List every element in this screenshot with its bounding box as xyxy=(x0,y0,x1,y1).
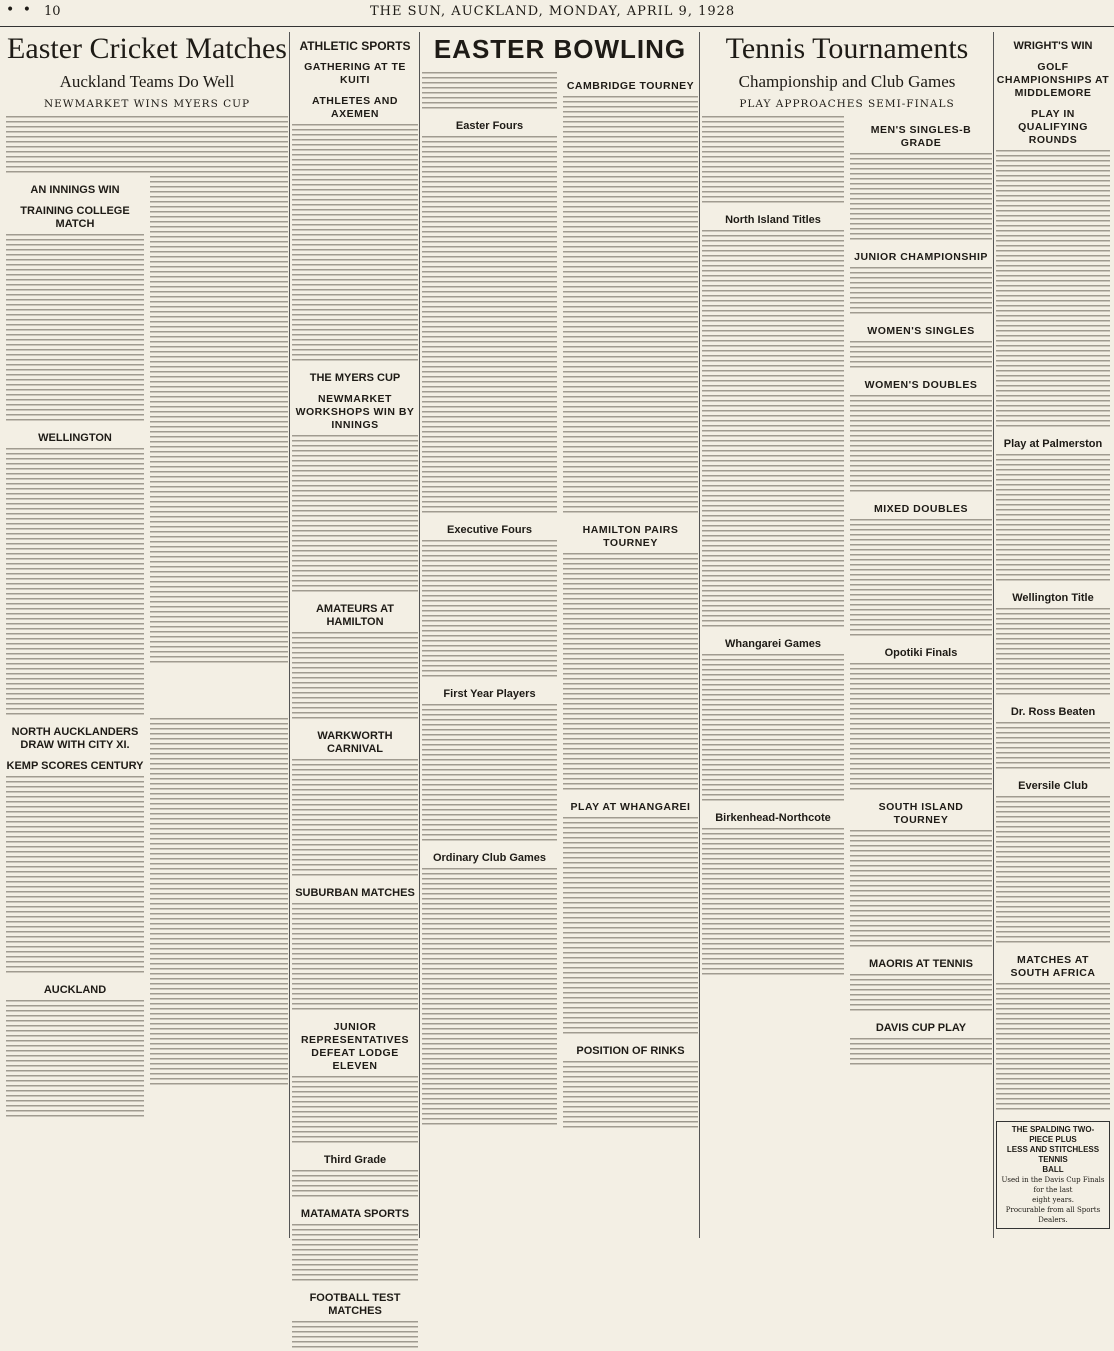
results-text xyxy=(563,553,698,793)
results-text xyxy=(422,540,557,680)
body-text xyxy=(292,1321,418,1351)
body-text xyxy=(292,632,418,722)
results-text xyxy=(996,150,1110,430)
body-text xyxy=(6,234,144,424)
ad-line: LESS AND STITCHLESS TENNIS xyxy=(1006,1145,1100,1164)
page-number: 10 xyxy=(44,4,61,19)
results-text xyxy=(422,704,557,844)
scoreboard-text xyxy=(6,1000,144,1120)
section-heading: First Year Players xyxy=(443,688,536,700)
scoreboard-text xyxy=(6,568,144,718)
results-text xyxy=(850,1038,992,1068)
body-text xyxy=(6,776,144,976)
section-heading: FOOTBALL TEST MATCHES xyxy=(309,1292,401,1317)
ad-line: BALL xyxy=(1042,1165,1064,1174)
tennis-column xyxy=(702,32,992,1238)
section-heading: WOMEN'S SINGLES xyxy=(867,325,975,337)
results-text xyxy=(702,430,844,630)
section-heading: Wellington Title xyxy=(1012,592,1094,604)
column-rule xyxy=(993,32,994,1238)
section-heading: DAVIS CUP PLAY xyxy=(875,1022,967,1034)
section-heading: WOMEN'S DOUBLES xyxy=(864,379,978,391)
results-text xyxy=(702,654,844,804)
results-text xyxy=(850,341,992,371)
section-heading: SOUTH ISLAND TOURNEY xyxy=(878,801,964,826)
cricket-strap: NEWMARKET WINS MYERS CUP xyxy=(43,98,251,110)
section-heading: HAMILTON PAIRS TOURNEY xyxy=(582,524,679,549)
golf-column xyxy=(996,32,1110,1238)
cricket-column xyxy=(6,32,288,1238)
results-text xyxy=(996,983,1110,1113)
section-heading: POSITION OF RINKS xyxy=(576,1045,685,1057)
results-text xyxy=(850,267,992,317)
section-heading: AN INNINGS WIN xyxy=(30,184,120,196)
spalding-advertisement xyxy=(996,1121,1110,1229)
section-heading: MATAMATA SPORTS xyxy=(300,1208,410,1220)
ad-line: eight years. xyxy=(1032,1196,1074,1204)
body-text xyxy=(292,1170,418,1200)
results-text xyxy=(850,830,992,950)
section-heading: ATHLETES AND AXEMEN xyxy=(312,95,398,120)
section-heading: THE MYERS CUP xyxy=(309,372,401,384)
results-text xyxy=(563,1061,698,1131)
section-heading: Opotiki Finals xyxy=(884,647,958,659)
tennis-subhead: Championship and Club Games xyxy=(738,72,956,91)
results-text xyxy=(850,663,992,793)
column-rule xyxy=(419,32,420,1238)
section-heading: North Island Titles xyxy=(725,214,821,226)
section-heading: Executive Fours xyxy=(447,524,532,536)
section-heading: Ordinary Club Games xyxy=(432,852,547,864)
section-heading: WELLINGTON xyxy=(38,432,112,444)
section-heading: Birkenhead-Northcote xyxy=(715,812,831,824)
section-heading: NORTH AUCKLANDERS DRAW WITH CITY XI. xyxy=(11,726,139,751)
body-text xyxy=(702,116,844,206)
body-text xyxy=(292,124,418,364)
results-text xyxy=(563,96,698,516)
masthead xyxy=(0,0,1114,27)
scoreboard-text xyxy=(150,718,288,878)
section-heading: MEN'S SINGLES-B GRADE xyxy=(870,124,972,149)
body-text xyxy=(292,435,418,595)
scoreboard-text xyxy=(150,878,288,1088)
results-text xyxy=(422,868,557,1128)
cricket-subhead: Auckland Teams Do Well xyxy=(59,72,235,91)
section-heading: MATCHES AT SOUTH AFRICA xyxy=(1010,954,1096,979)
results-text xyxy=(996,608,1110,698)
results-text xyxy=(702,230,844,430)
section-heading: TRAINING COLLEGE MATCH xyxy=(20,205,130,230)
body-text xyxy=(6,116,288,176)
section-heading: JUNIOR CHAMPIONSHIP xyxy=(854,251,988,263)
section-heading: MIXED DOUBLES xyxy=(873,503,968,515)
section-heading: GOLF CHAMPIONSHIPS AT MIDDLEMORE xyxy=(996,61,1110,99)
ad-line: Procurable from all Sports Dealers. xyxy=(1005,1206,1101,1224)
section-heading: GATHERING AT TE KUITI xyxy=(304,61,406,86)
section-heading: Easter Fours xyxy=(455,120,524,132)
body-text xyxy=(422,72,557,112)
sports-column xyxy=(292,32,418,1317)
section-heading: Dr. Ross Beaten xyxy=(1010,706,1096,718)
section-heading: WRIGHT'S WIN xyxy=(1013,40,1093,52)
section-heading: PLAY IN QUALIFYING ROUNDS xyxy=(1018,108,1088,146)
section-heading: SUBURBAN MATCHES xyxy=(295,887,415,899)
section-heading: JUNIOR REPRESENTATIVES DEFEAT LODGE ELEVEN xyxy=(300,1021,410,1072)
section-heading: Eversile Club xyxy=(1018,780,1088,792)
section-heading: Whangarei Games xyxy=(725,638,821,650)
bowling-column xyxy=(422,32,698,1238)
results-text xyxy=(422,136,557,516)
results-text xyxy=(563,817,698,1037)
bowling-headline: EASTER BOWLING xyxy=(433,34,687,64)
column-rule xyxy=(289,32,290,1238)
section-heading: Play at Palmerston xyxy=(1003,438,1103,450)
results-text xyxy=(850,974,992,1014)
section-heading: AMATEURS AT HAMILTON xyxy=(315,603,394,628)
results-text xyxy=(850,395,992,495)
body-text xyxy=(292,1076,418,1146)
results-text xyxy=(996,796,1110,946)
ad-line: Used in the Davis Cup Finals for the last xyxy=(1001,1176,1105,1194)
scoreboard-text xyxy=(6,448,144,568)
section-heading: ATHLETIC SPORTS xyxy=(299,39,411,53)
scoreboard-text xyxy=(150,386,288,516)
results-text xyxy=(996,722,1110,772)
column-rule xyxy=(699,32,700,1238)
section-heading: AUCKLAND xyxy=(43,984,107,996)
scoreboard-text xyxy=(150,176,288,386)
paper-dateline: THE SUN, AUCKLAND, MONDAY, APRIL 9, 1928 xyxy=(370,4,736,19)
page-marks: • • xyxy=(6,2,33,18)
section-heading: CAMBRIDGE TOURNEY xyxy=(566,80,695,92)
results-text xyxy=(850,153,992,243)
section-heading: NEWMARKET WORKSHOPS WIN BY INNINGS xyxy=(295,393,415,431)
cricket-headline: Easter Cricket Matches xyxy=(7,32,287,65)
section-heading: WARKWORTH CARNIVAL xyxy=(317,730,393,755)
section-heading: MAORIS AT TENNIS xyxy=(869,958,973,970)
results-text xyxy=(996,454,1110,584)
tennis-headline: Tennis Tournaments xyxy=(725,32,969,65)
section-heading: KEMP SCORES CENTURY xyxy=(6,760,144,772)
results-text xyxy=(850,519,992,639)
results-text xyxy=(702,828,844,978)
scoreboard-text xyxy=(150,516,288,666)
section-heading: PLAY AT WHANGAREI xyxy=(570,801,691,813)
body-text xyxy=(292,759,418,879)
section-heading: Third Grade xyxy=(323,1154,387,1166)
body-text xyxy=(292,1224,418,1284)
ad-line: THE SPALDING TWO-PIECE PLUS xyxy=(1011,1125,1095,1144)
tennis-strap: PLAY APPROACHES SEMI-FINALS xyxy=(739,98,955,110)
body-text xyxy=(292,903,418,1013)
